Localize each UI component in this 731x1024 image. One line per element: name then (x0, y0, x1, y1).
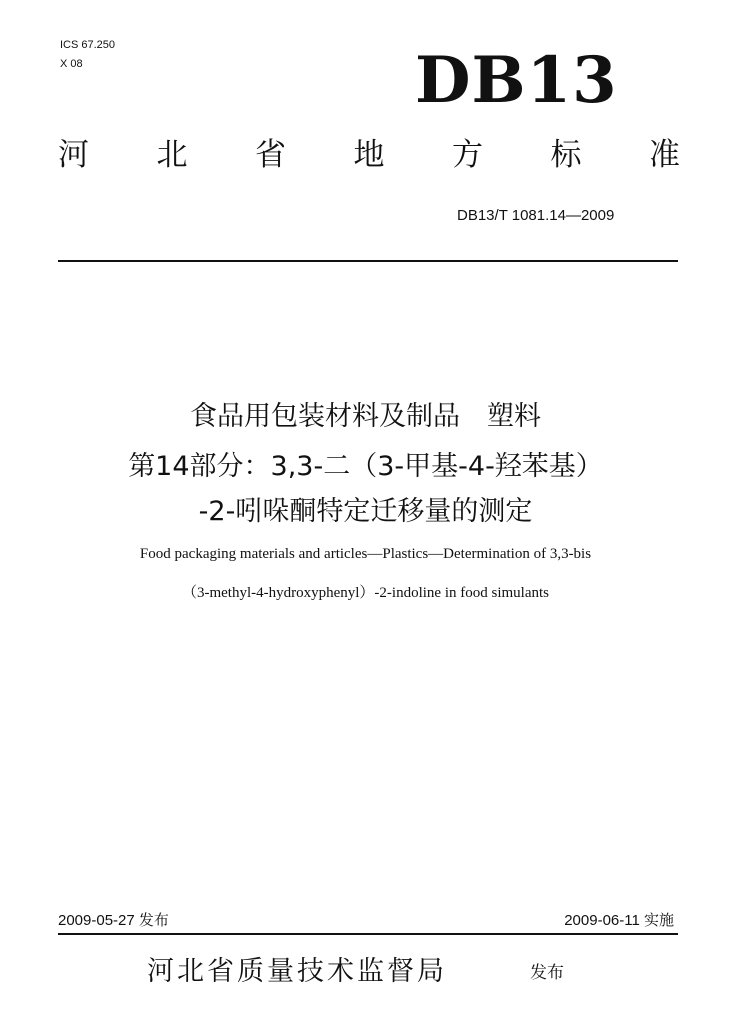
standard-type-char: 标 (550, 137, 582, 173)
issuer-name: 河北省质量技术监督局 (147, 956, 447, 987)
bottom-divider (58, 933, 678, 935)
ccs-code: X 08 (60, 58, 83, 70)
title-en-line-1: Food packaging materials and articles—Plastics—Determination of 3,3-bis (139, 546, 592, 562)
standard-type-char: 河 (58, 137, 89, 173)
issue-label: 发布 (530, 963, 564, 983)
standard-type-char: 北 (156, 137, 188, 173)
publish-date: 2009-05-27 发布 (58, 912, 169, 929)
db13-logo: DB13 (415, 43, 618, 118)
standard-code: DB13/T 1081.14—2009 (457, 207, 615, 224)
standard-type-heading (58, 133, 680, 177)
title-zh-line-3: -2-吲哚酮特定迁移量的测定 (198, 496, 533, 527)
ics-code: ICS 67.250 (60, 39, 116, 51)
title-zh-line-2: 第14部分：3,3-二（3-甲基-4-羟苯基） (128, 451, 603, 482)
standard-type-char: 地 (353, 137, 385, 173)
title-en-line-2: （3-methyl-4-hydroxyphenyl）-2-indoline in food simulants (181, 585, 550, 601)
title-zh-line-1: 食品用包装材料及制品 塑料 (190, 401, 541, 432)
standard-type-char: 准 (649, 137, 680, 173)
implement-date: 2009-06-11 实施 (564, 912, 674, 929)
standard-type-char: 方 (452, 137, 483, 173)
top-divider (58, 260, 678, 262)
standard-type-char: 省 (255, 137, 286, 173)
